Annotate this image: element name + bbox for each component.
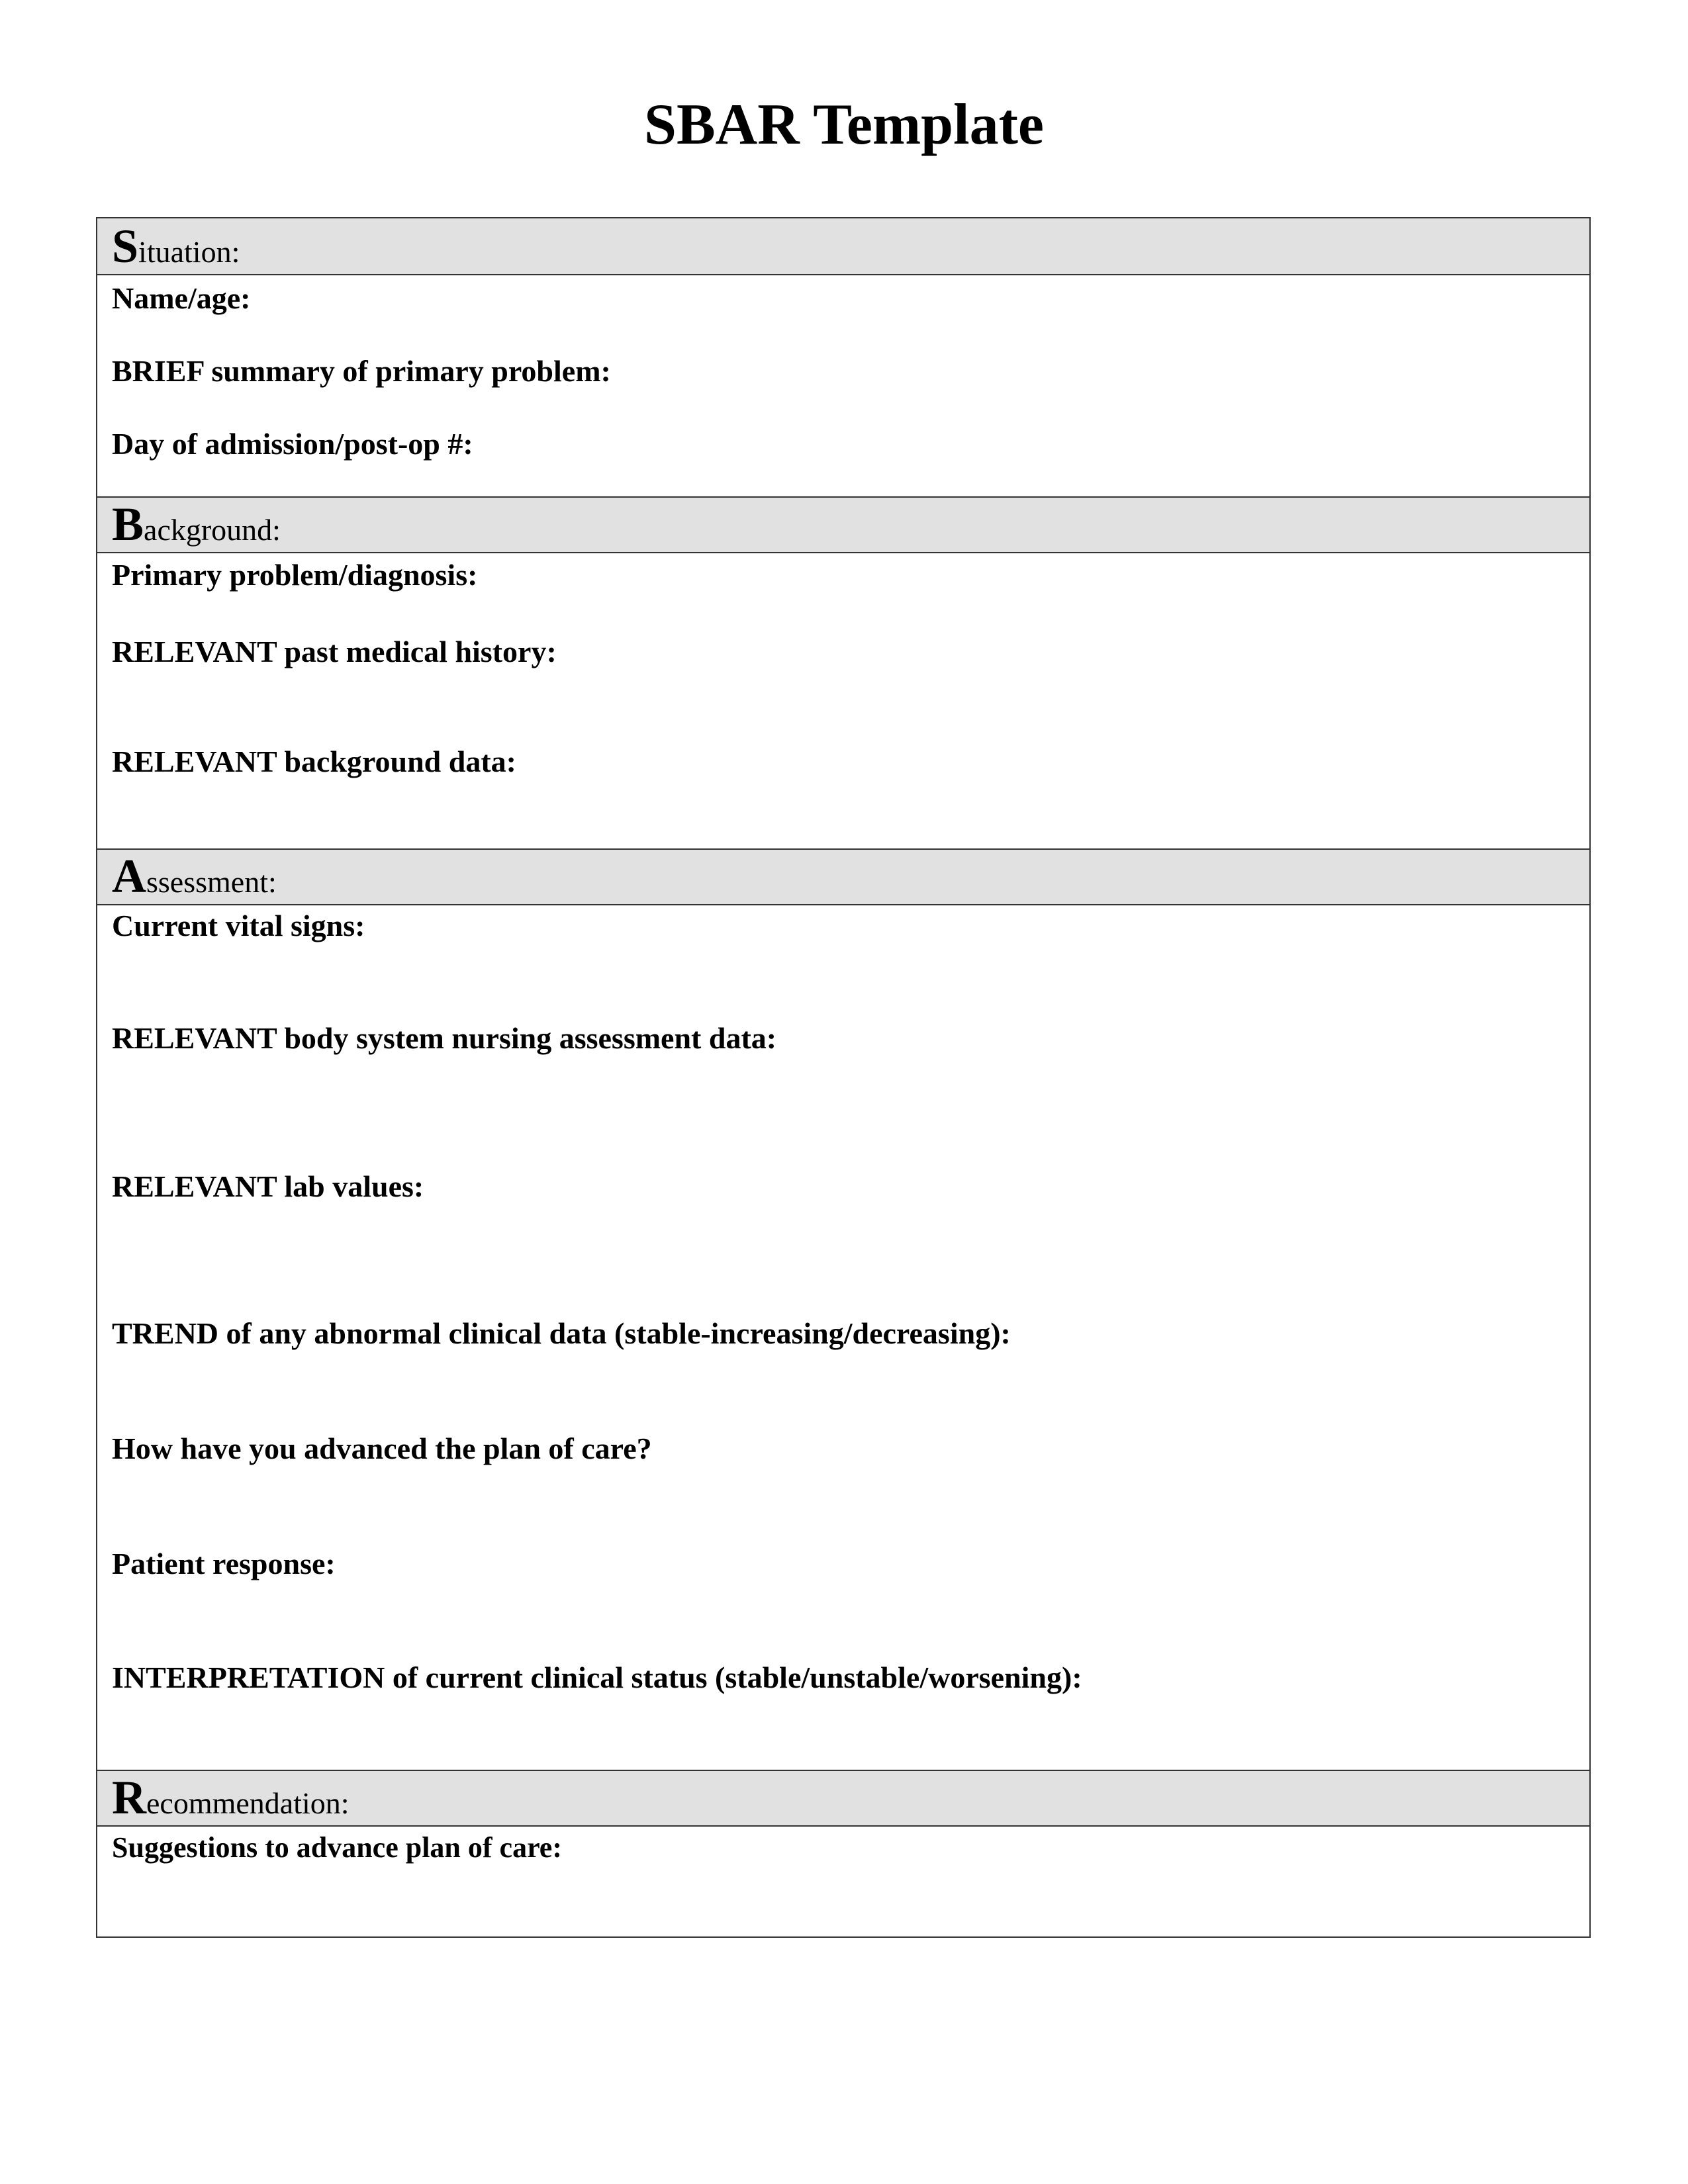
field-label-patient-response: Patient response: bbox=[112, 1547, 336, 1580]
field-label-background-data: RELEVANT background data: bbox=[112, 745, 516, 778]
section-title-assessment bbox=[112, 850, 277, 903]
field-label-suggestions: Suggestions to advance plan of care: bbox=[112, 1831, 562, 1864]
field-label-interpretation: INTERPRETATION of current clinical status (stable/unstable/worsening): bbox=[112, 1661, 1082, 1694]
section-initial: S bbox=[112, 220, 139, 273]
section-title-recommendation bbox=[112, 1771, 350, 1824]
section-initial: A bbox=[112, 850, 146, 903]
section-title-rest: ecommendation: bbox=[146, 1786, 350, 1820]
section-title-rest: ssessment: bbox=[146, 865, 277, 899]
section-title-situation bbox=[112, 220, 240, 273]
field-label-nursing-assessment: RELEVANT body system nursing assessment data: bbox=[112, 1021, 777, 1055]
field-label-primary-problem: Primary problem/diagnosis: bbox=[112, 558, 478, 592]
field-label-past-medical-history: RELEVANT past medical history: bbox=[112, 635, 557, 668]
section-body-recommendation bbox=[97, 1827, 1589, 1936]
section-title-rest: ituation: bbox=[138, 235, 240, 269]
page-title: SBAR Template bbox=[644, 93, 1044, 157]
sbar-form-table bbox=[96, 217, 1591, 1938]
section-title-background bbox=[112, 498, 281, 551]
field-label-name-age: Name/age: bbox=[112, 281, 251, 315]
field-label-day-of-admission: Day of admission/post-op #: bbox=[112, 427, 473, 461]
section-header-assessment bbox=[97, 848, 1589, 905]
field-label-vital-signs: Current vital signs: bbox=[112, 909, 365, 942]
section-title-rest: ackground: bbox=[144, 513, 281, 547]
section-header-situation bbox=[97, 218, 1589, 275]
section-body-background bbox=[97, 553, 1589, 848]
section-header-background bbox=[97, 496, 1589, 553]
field-label-lab-values: RELEVANT lab values: bbox=[112, 1169, 424, 1203]
section-header-recommendation bbox=[97, 1770, 1589, 1827]
section-body-situation bbox=[97, 275, 1589, 496]
section-initial: R bbox=[112, 1771, 146, 1824]
field-label-brief-summary: BRIEF summary of primary problem: bbox=[112, 354, 611, 388]
field-label-trend: TREND of any abnormal clinical data (stable-increasing/decreasing): bbox=[112, 1316, 1011, 1350]
field-label-plan-of-care: How have you advanced the plan of care? bbox=[112, 1432, 652, 1465]
section-initial: B bbox=[112, 498, 144, 551]
section-body-assessment bbox=[97, 905, 1589, 1770]
